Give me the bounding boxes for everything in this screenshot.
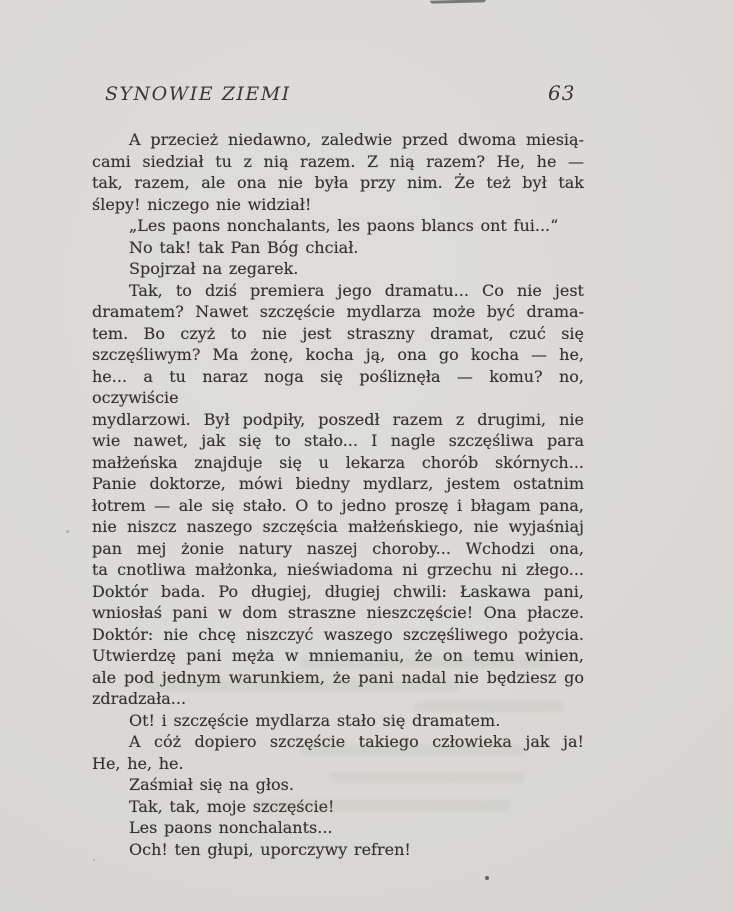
text-line: ta cnotliwa małżonka, nieświadoma ni grzechu ni złego...: [92, 560, 584, 579]
text-line: A cóż dopiero szczęście takiego człowieka jak ja!: [129, 732, 584, 751]
paragraph: [92, 129, 584, 215]
paragraph: [92, 280, 584, 710]
text-line: he... a tu naraz noga się pośliznęła — komu? no, oczywiście: [92, 366, 584, 407]
text-line: zdradzała...: [92, 689, 187, 708]
text-line: cami siedział tu z nią razem. Z nią razem? He, he —: [92, 151, 584, 171]
text-line: Doktór bada. Po długiej, długiej chwili: Łaskawa pani,: [92, 581, 584, 601]
paragraph: [92, 215, 584, 237]
text-line: He, he, he.: [92, 753, 184, 773]
text-line: Tak, tak, moje szczęście!: [129, 796, 335, 816]
text-line: Les paons nonchalants...: [129, 818, 333, 837]
paragraph: [92, 796, 584, 818]
paper-speck: [66, 530, 69, 533]
text-block: [92, 129, 584, 860]
text-line: dramatem? Nawet szczęście mydlarza może być drama-: [92, 302, 584, 321]
paper-speck: [485, 876, 489, 880]
text-line: mydlarzowi. Był podpiły, poszedł razem z drugimi, nie: [92, 409, 584, 429]
scan-edge-artifact: [430, 0, 486, 4]
paragraph: [92, 710, 584, 732]
text-line: małżeńska znajduje się u lekarza chorób skórnych...: [92, 452, 584, 472]
text-line: Utwierdzę pani męża w mniemaniu, że on temu winien,: [92, 646, 584, 665]
text-line: ślepy! niczego nie widział!: [92, 194, 312, 214]
text-line: Ot! i szczęście mydlarza stało się dramatem.: [129, 710, 501, 730]
running-head-title: SYNOWIE ZIEMI: [105, 83, 291, 105]
paragraph: [92, 839, 584, 861]
text-line: szczęśliwym? Ma żonę, kocha ją, ona go kocha — he,: [92, 345, 584, 364]
text-line: Panie doktorze, mówi biedny mydlarz, jestem ostatnim: [92, 474, 584, 493]
text-line: ale pod jednym warunkiem, że pani nadal nie będziesz go: [92, 667, 584, 687]
text-line: pan mej żonie natury naszej choroby... Wchodzi ona,: [92, 538, 584, 558]
paragraph: [92, 774, 584, 796]
paragraph: [92, 258, 584, 280]
text-line: A przecież niedawno, zaledwie przed dwoma miesią-: [129, 130, 584, 149]
paragraph: [92, 237, 584, 259]
text-line: wniosłaś pani w dom straszne nieszczęście! Ona płacze.: [92, 603, 584, 622]
text-line: Zaśmiał się na głos.: [129, 775, 294, 794]
text-line: łotrem — ale się stało. O to jedno proszę i błagam pana,: [92, 495, 584, 515]
text-line: No tak! tak Pan Bóg chciał.: [129, 237, 359, 257]
text-line: nie niszcz naszego szczęścia małżeńskiego, nie wyjaśniaj: [92, 517, 584, 536]
text-line: Och! ten głupi, uporczywy refren!: [129, 839, 411, 859]
paragraph: [92, 817, 584, 839]
text-line: Tak, to dziś premiera jego dramatu... Co nie jest: [129, 280, 584, 300]
text-line: Spojrzał na zegarek.: [129, 259, 299, 278]
paragraph: [92, 731, 584, 774]
text-line: Doktór: nie chcę niszczyć waszego szczęśliwego pożycia.: [92, 624, 584, 644]
text-line: tak, razem, ale ona nie była przy nim. Że też był tak: [92, 173, 584, 192]
text-line: tem. Bo czyż to nie jest straszny dramat, czuć się: [92, 323, 584, 343]
text-line: wie nawet, jak się to stało... I nagle szczęśliwa para: [92, 431, 584, 450]
text-line: „Les paons nonchalants, les paons blancs ont fui...“: [129, 216, 559, 235]
page-number: 63: [548, 81, 576, 105]
